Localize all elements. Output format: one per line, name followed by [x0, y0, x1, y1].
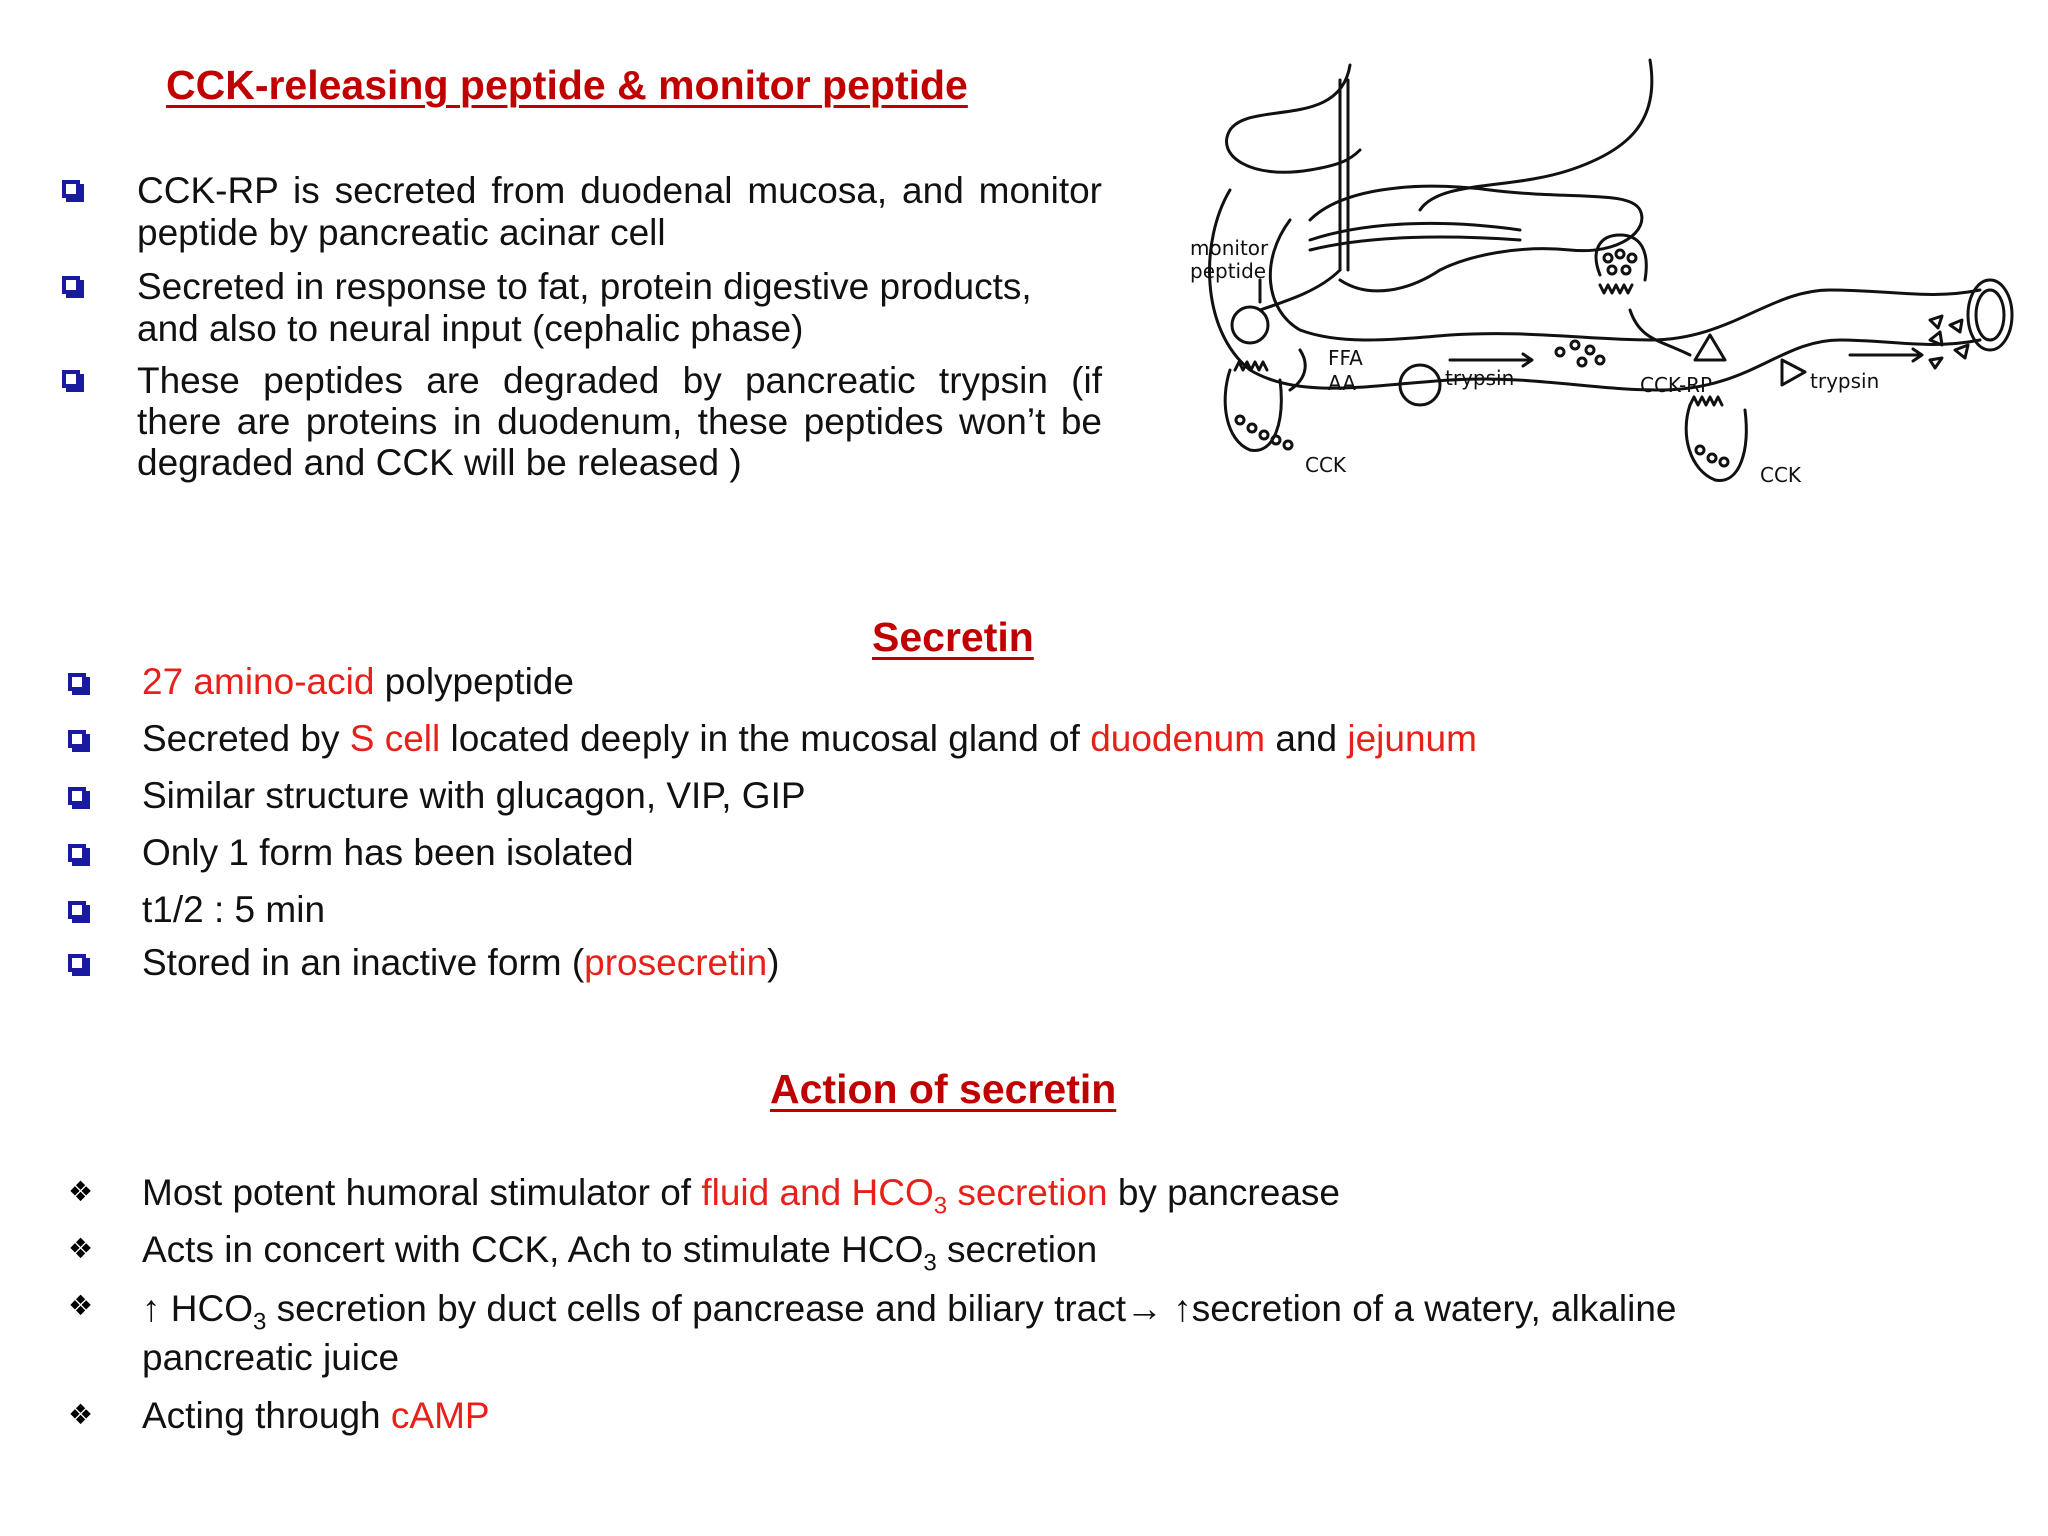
- action-section-title: Action of secretin: [770, 1066, 1117, 1112]
- diagram-label-aa: AA: [1328, 371, 1356, 395]
- square-bullet-icon: [68, 901, 86, 919]
- action-bullet-text: Acting through cAMP: [142, 1395, 490, 1436]
- square-bullet-icon: [62, 276, 80, 294]
- monitor-peptide-cell: [1232, 307, 1268, 343]
- square-bullet-icon: [68, 673, 86, 691]
- cck-bullet-text: These peptides are degraded by pancreatic trypsin (if there are proteins in duodenum, these peptides won’t be degraded and CCK will be released ): [137, 360, 1102, 483]
- diagram-label-cck-rp: CCK-RP: [1640, 373, 1713, 397]
- diagram-label-peptide: peptide: [1190, 259, 1267, 283]
- diamond-bullet-icon: ❖: [68, 1398, 94, 1431]
- cck-bullet-text: Secreted in response to fat, protein digestive products, and also to neural input (cephalic phase): [137, 266, 1032, 349]
- cck-section-title: CCK-releasing peptide & monitor peptide: [166, 62, 968, 108]
- list-item: [68, 717, 1968, 761]
- list-item: [68, 888, 1968, 932]
- secretin-bullet-text: t1/2 : 5 min: [142, 889, 326, 930]
- arrow-cck-rp: [1630, 310, 1690, 355]
- square-bullet-icon: [62, 370, 80, 388]
- diagram-label-monitor: monitor: [1190, 236, 1269, 260]
- square-bullet-icon: [68, 844, 86, 862]
- cck-bullet-list: [62, 170, 1102, 483]
- diagram-label-trypsin: trypsin: [1445, 366, 1515, 390]
- list-item: [62, 266, 1102, 350]
- secretin-bullet-text: Secreted by S cell located deeply in the mucosal gland of duodenum and jejunum: [142, 718, 1477, 759]
- secretin-bullet-list: [68, 660, 1968, 985]
- square-bullet-icon: [68, 730, 86, 748]
- list-item: [68, 941, 1968, 985]
- list-item: [68, 1284, 1768, 1382]
- diagram-label-ffa: FFA: [1328, 346, 1363, 370]
- diamond-bullet-icon: ❖: [68, 1289, 94, 1322]
- secretin-bullet-text: Similar structure with glucagon, VIP, GIP: [142, 775, 806, 816]
- list-item: [68, 1393, 1768, 1439]
- diagram-label-trypsin-2: trypsin: [1810, 369, 1880, 393]
- secretin-bullet-text: Only 1 form has been isolated: [142, 832, 634, 873]
- diamond-bullet-icon: ❖: [68, 1232, 94, 1265]
- cck-rp-triangle: [1695, 335, 1725, 360]
- secretin-section-title: Secretin: [872, 614, 1034, 660]
- secretin-bullet-text: 27 amino-acid polypeptide: [142, 661, 574, 702]
- list-item: [68, 660, 1968, 704]
- diamond-bullet-icon: ❖: [68, 1175, 94, 1208]
- square-bullet-icon: [68, 787, 86, 805]
- action-bullet-list: [68, 1170, 1768, 1439]
- action-bullet-text: Most potent humoral stimulator of fluid and $HCO_3$ secretion by pancrease: [142, 1172, 1340, 1220]
- list-item: [68, 774, 1968, 818]
- list-item: [62, 170, 1102, 254]
- diagram-label-cck-right: CCK: [1760, 463, 1802, 487]
- secretin-bullet-text: Stored in an inactive form (prosecretin): [142, 942, 780, 983]
- action-bullet-text: Acts in concert with CCK, Ach to stimulate $HCO_3$ secretion: [142, 1229, 1098, 1277]
- pancreas-duodenum-diagram: [1190, 40, 2030, 510]
- list-item: [62, 360, 1102, 483]
- square-bullet-icon: [62, 180, 80, 198]
- cck-bullet-text: CCK-RP is secreted from duodenal mucosa, and monitor peptide by pancreatic acinar cell: [137, 170, 1102, 253]
- list-item: [68, 1170, 1768, 1220]
- action-bullet-text: ↑ $HCO_3$ secretion by duct cells of pancrease and biliary tract→ ↑secretion of a watery, alkaline pancreatic juice: [142, 1288, 1677, 1378]
- list-item: [68, 1227, 1768, 1277]
- list-item: [68, 831, 1968, 875]
- square-bullet-icon: [68, 954, 86, 972]
- diagram-label-cck-left: CCK: [1305, 453, 1347, 477]
- i-cell-middle: [1686, 405, 1746, 480]
